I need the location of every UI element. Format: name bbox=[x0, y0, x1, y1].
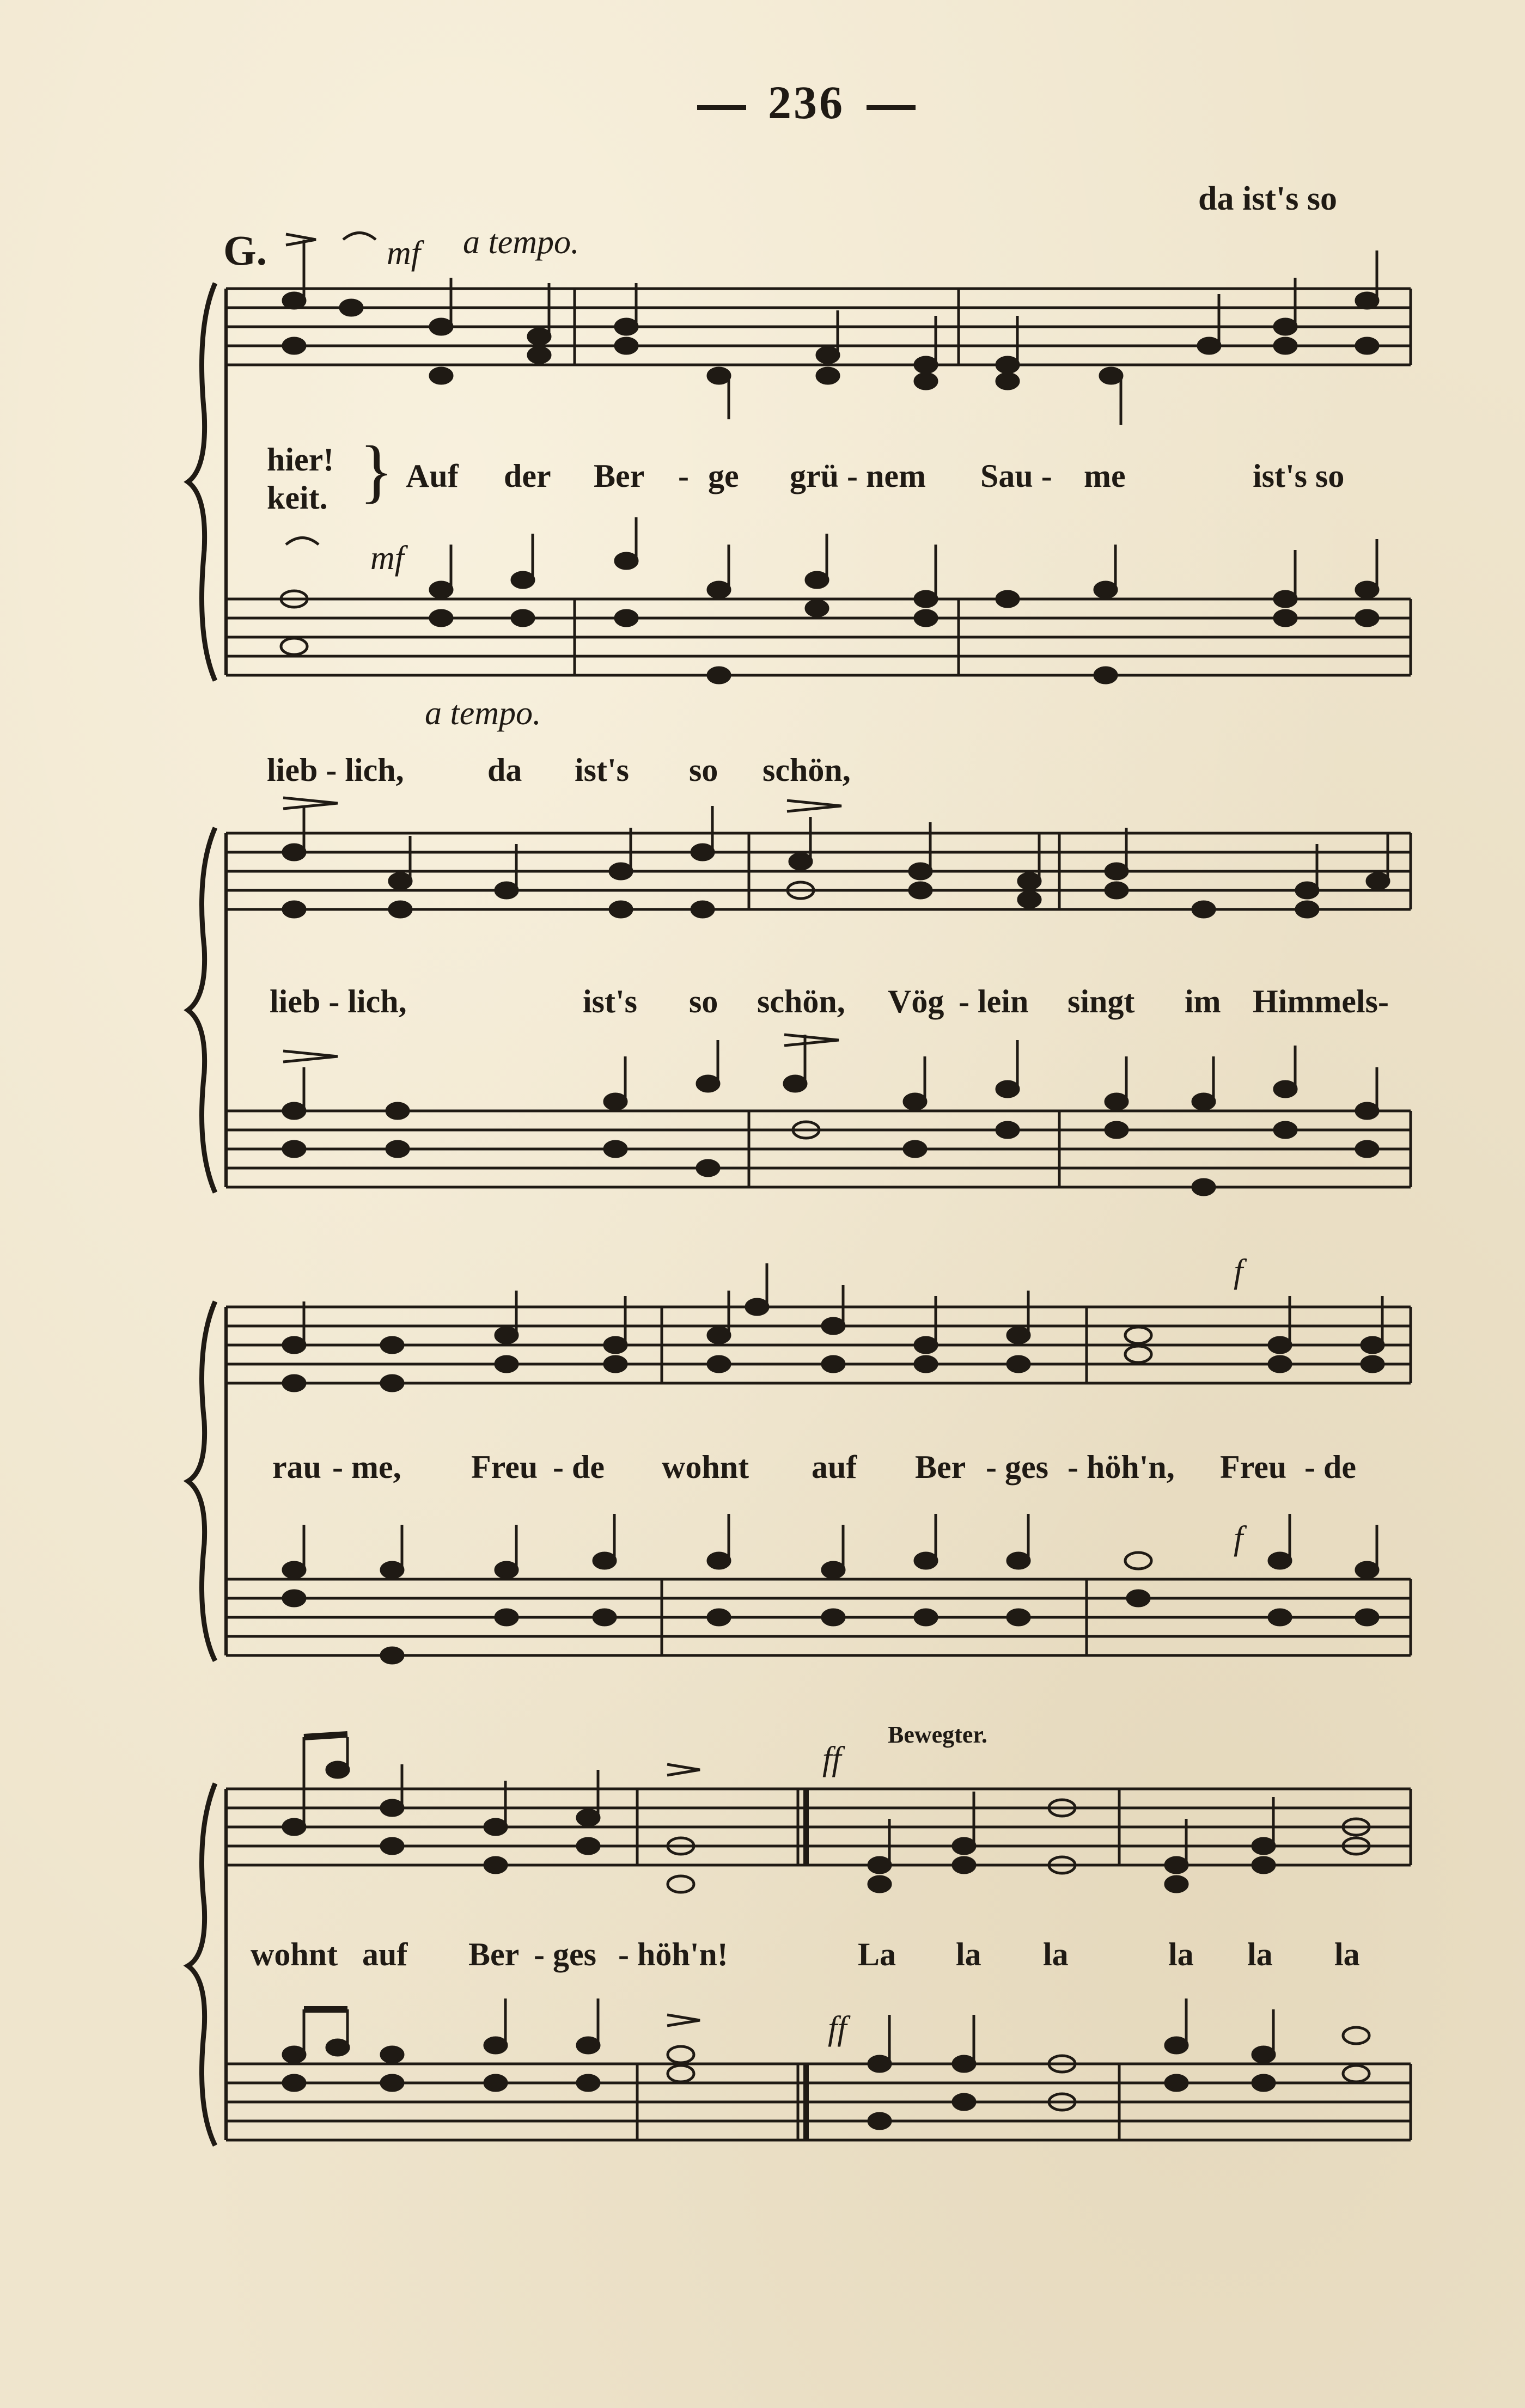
lyric: der bbox=[504, 458, 551, 494]
lyric: im bbox=[1185, 983, 1221, 1019]
lyric: La bbox=[858, 1936, 896, 1972]
lyric: da bbox=[487, 752, 522, 788]
lyric: Freu bbox=[1220, 1449, 1287, 1485]
lyric: wohnt bbox=[662, 1449, 749, 1485]
lyric: ist's bbox=[583, 983, 638, 1019]
lyric: - bbox=[678, 458, 689, 494]
verse-end-2: keit. bbox=[267, 480, 328, 516]
lyric: - ges bbox=[534, 1936, 596, 1972]
page-number-value: 236 bbox=[768, 76, 845, 129]
lyric: Sau - bbox=[980, 458, 1052, 494]
lyric: la bbox=[1334, 1936, 1360, 1972]
lyric: auf bbox=[812, 1449, 857, 1485]
staff-lines bbox=[226, 289, 1411, 2140]
dynamic-ff-upper: ff bbox=[822, 1740, 841, 1777]
lyric: - de bbox=[553, 1449, 605, 1485]
lyric: la bbox=[1043, 1936, 1069, 1972]
lyric: Ber bbox=[594, 458, 645, 494]
lyric: ist's bbox=[575, 752, 630, 788]
lyric: auf bbox=[362, 1936, 408, 1972]
lyric: la bbox=[1247, 1936, 1273, 1972]
lyric: - höh'n, bbox=[1068, 1449, 1175, 1485]
dynamic-f-system3-bass: f bbox=[1234, 1520, 1243, 1557]
tempo-a-tempo-top: a tempo. bbox=[463, 224, 580, 261]
lyric: - höh'n! bbox=[618, 1936, 728, 1972]
dynamic-f-system3: f bbox=[1234, 1253, 1243, 1290]
lyric: Ber bbox=[468, 1936, 520, 1972]
dynamic-ff-lower: ff bbox=[828, 2010, 847, 2047]
lyric: - me, bbox=[332, 1449, 401, 1485]
lyric: la bbox=[956, 1936, 981, 1972]
lyric: singt bbox=[1068, 983, 1135, 1019]
tempo-bewegter: Bewegter. bbox=[888, 1721, 987, 1748]
lyric: - ges bbox=[986, 1449, 1048, 1485]
lyric: grü - nem bbox=[790, 458, 926, 494]
top-lyric-cue: da ist's so bbox=[1198, 180, 1337, 217]
lyric: lieb - lich, bbox=[267, 752, 404, 788]
lyric: Himmels- bbox=[1253, 983, 1389, 1019]
dynamic-mf-bottom: mf bbox=[370, 540, 404, 577]
lyric: - de bbox=[1304, 1449, 1356, 1485]
dynamic-mf-top: mf bbox=[387, 235, 420, 272]
section-letter: G. bbox=[223, 227, 267, 274]
lyric: me bbox=[1084, 458, 1126, 494]
lyric: wohnt bbox=[251, 1936, 338, 1972]
tempo-a-tempo-bottom: a tempo. bbox=[425, 695, 541, 732]
lyric: ist's so bbox=[1253, 458, 1345, 494]
lyric: lieb - lich, bbox=[270, 983, 407, 1019]
lyric: schön, bbox=[762, 752, 851, 788]
lyric: rau bbox=[272, 1449, 321, 1485]
lyric: ge bbox=[708, 458, 739, 494]
lyric: Auf bbox=[406, 458, 459, 494]
lyric: schön, bbox=[757, 983, 845, 1019]
lyric: Ber bbox=[915, 1449, 966, 1485]
lyric: so bbox=[689, 752, 718, 788]
lyric: Freu bbox=[471, 1449, 538, 1485]
lyric: Vög bbox=[888, 983, 944, 1019]
lyric: - lein bbox=[959, 983, 1029, 1019]
verse-brace: } bbox=[359, 432, 394, 510]
verse-end-1: hier! bbox=[267, 442, 334, 478]
lyric: so bbox=[689, 983, 718, 1019]
lyric: la bbox=[1168, 1936, 1194, 1972]
